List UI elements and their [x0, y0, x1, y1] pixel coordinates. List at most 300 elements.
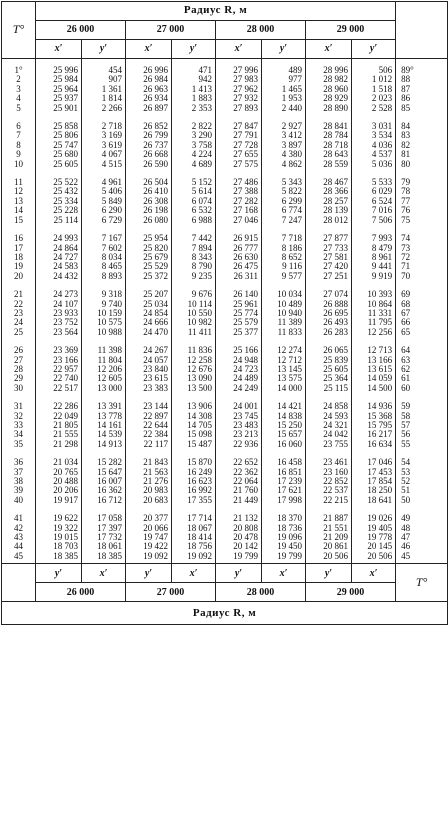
- x-value-cell: 28 718: [306, 141, 352, 150]
- x-value-cell: 27 581: [306, 253, 352, 262]
- x-value-cell: 25 680: [36, 150, 82, 159]
- complement-angle-cell: 45: [396, 552, 448, 564]
- y-value-cell: 3 169: [82, 131, 126, 140]
- y-value-cell: 15 657: [262, 430, 306, 439]
- y-value-cell: 8 893: [82, 272, 126, 283]
- y-value-cell: 13 906: [172, 395, 216, 411]
- x-value-cell: 20 206: [36, 486, 82, 495]
- x-value-cell: 21 132: [216, 507, 262, 523]
- angle-cell: 28: [2, 365, 36, 374]
- y-value-cell: 14 705: [172, 421, 216, 430]
- y-value-cell: 14 161: [82, 421, 126, 430]
- y-value-cell: 9 919: [352, 272, 396, 283]
- x-value-cell: 19 747: [126, 533, 172, 542]
- table-row: [2, 104, 448, 115]
- x-value-cell: 25 364: [306, 374, 352, 383]
- y-value-cell: 10 940: [262, 309, 306, 318]
- angle-cell: 31: [2, 395, 36, 411]
- x-value-cell: 28 257: [306, 197, 352, 206]
- y-value-cell: 471: [172, 59, 216, 76]
- y-value-cell: 2 718: [82, 115, 126, 131]
- y-value-cell: 6 074: [172, 197, 216, 206]
- y-value-cell: 19 799: [262, 552, 306, 564]
- y-value-cell: 20 506: [352, 552, 396, 564]
- y-value-cell: 9 116: [262, 262, 306, 271]
- y-value-cell: 5 406: [82, 187, 126, 196]
- x-value-cell: 26 475: [216, 262, 262, 271]
- y-value-cell: 18 414: [172, 533, 216, 542]
- y-value-cell: 18 067: [172, 524, 216, 533]
- angle-cell: 40: [2, 496, 36, 507]
- y-value-cell: 9 235: [172, 272, 216, 283]
- y-value-cell: 4 224: [172, 150, 216, 159]
- y-value-cell: 6 729: [82, 216, 126, 227]
- y-value-cell: 10 982: [172, 318, 216, 327]
- y-value-cell: 10 159: [82, 309, 126, 318]
- y-column-footer: y′: [36, 564, 82, 583]
- y-value-cell: 4 380: [262, 150, 306, 159]
- y-value-cell: 942: [172, 75, 216, 84]
- complement-angle-cell: 52: [396, 477, 448, 486]
- y-value-cell: 5 533: [352, 171, 396, 187]
- y-value-cell: 16 992: [172, 486, 216, 495]
- y-value-cell: 4 537: [352, 150, 396, 159]
- angle-cell: 16: [2, 227, 36, 243]
- y-value-cell: 3 897: [262, 141, 306, 150]
- y-value-cell: 6 299: [262, 197, 306, 206]
- y-value-cell: 10 114: [172, 300, 216, 309]
- y-value-cell: 12 274: [262, 339, 306, 355]
- x-value-cell: 23 160: [306, 468, 352, 477]
- y-value-cell: 8 652: [262, 253, 306, 262]
- x-value-cell: 21 276: [126, 477, 172, 486]
- x-value-cell: 25 961: [216, 300, 262, 309]
- x-value-cell: 23 840: [126, 365, 172, 374]
- table-row: [2, 328, 448, 339]
- y-value-cell: 14 838: [262, 412, 306, 421]
- x-value-cell: 20 066: [126, 524, 172, 533]
- table-row: [2, 171, 448, 187]
- x-value-cell: 24 273: [36, 283, 82, 299]
- x-value-cell: 20 488: [36, 477, 82, 486]
- angle-cell: 6: [2, 115, 36, 131]
- y-value-cell: 18 061: [82, 542, 126, 551]
- angle-cell: 44: [2, 542, 36, 551]
- x-value-cell: 24 042: [306, 430, 352, 439]
- x-value-cell: 23 745: [216, 412, 262, 421]
- angle-cell: 22: [2, 300, 36, 309]
- y-value-cell: 13 391: [82, 395, 126, 411]
- table-row: [2, 496, 448, 507]
- y-value-cell: 9 676: [172, 283, 216, 299]
- angle-cell: 10: [2, 160, 36, 171]
- x-value-cell: 24 057: [126, 356, 172, 365]
- radius-value-footer: 28 000: [216, 583, 306, 602]
- angle-cell: 7: [2, 131, 36, 140]
- x-value-cell: 28 890: [306, 104, 352, 115]
- complement-angle-cell: 69: [396, 283, 448, 299]
- x-value-cell: 23 213: [216, 430, 262, 439]
- angle-cell: 29: [2, 374, 36, 383]
- angle-cell: 27: [2, 356, 36, 365]
- angle-cell: 38: [2, 477, 36, 486]
- y-value-cell: 14 539: [82, 430, 126, 439]
- x-value-cell: 27 655: [216, 150, 262, 159]
- y-value-cell: 17 621: [262, 486, 306, 495]
- x-column-footer: x′: [352, 564, 396, 583]
- angle-cell: 4: [2, 94, 36, 103]
- angle-cell: 30: [2, 384, 36, 395]
- y-value-cell: 13 090: [172, 374, 216, 383]
- y-value-cell: 17 397: [82, 524, 126, 533]
- y-value-cell: 10 864: [352, 300, 396, 309]
- x-value-cell: 20 983: [126, 486, 172, 495]
- y-value-cell: 8 186: [262, 244, 306, 253]
- y-value-cell: 5 849: [82, 197, 126, 206]
- y-column-footer: y′: [216, 564, 262, 583]
- y-value-cell: 20 145: [352, 542, 396, 551]
- y-value-cell: 10 393: [352, 283, 396, 299]
- y-value-cell: 13 575: [262, 374, 306, 383]
- x-value-cell: 22 537: [306, 486, 352, 495]
- radius-value: 27 000: [126, 21, 216, 40]
- table-row: [2, 272, 448, 283]
- x-value-cell: 20 861: [306, 542, 352, 551]
- x-value-cell: 26 198: [126, 206, 172, 215]
- y-value-cell: 1 883: [172, 94, 216, 103]
- x-value-cell: 24 993: [36, 227, 82, 243]
- x-value-cell: 23 752: [36, 318, 82, 327]
- x-value-cell: 25 806: [36, 131, 82, 140]
- y-value-cell: 6 774: [262, 206, 306, 215]
- x-column-header: x′: [36, 40, 82, 59]
- y-value-cell: 16 249: [172, 468, 216, 477]
- x-value-cell: 28 012: [306, 216, 352, 227]
- y-value-cell: 5 152: [172, 171, 216, 187]
- y-value-cell: 2 822: [172, 115, 216, 131]
- x-value-cell: 20 683: [126, 496, 172, 507]
- x-value-cell: 24 249: [216, 384, 262, 395]
- x-value-cell: 27 962: [216, 85, 262, 94]
- y-value-cell: 18 385: [82, 552, 126, 564]
- x-value-cell: 27 388: [216, 187, 262, 196]
- y-value-cell: 6 290: [82, 206, 126, 215]
- y-value-cell: 14 059: [352, 374, 396, 383]
- y-value-cell: 17 714: [172, 507, 216, 523]
- table-row: [2, 440, 448, 451]
- x-value-cell: 27 877: [306, 227, 352, 243]
- radius-title: Радиус R, м: [36, 2, 396, 21]
- x-value-cell: 24 723: [216, 365, 262, 374]
- y-value-cell: 6 532: [172, 206, 216, 215]
- x-value-cell: 22 517: [36, 384, 82, 395]
- complement-angle-cell: 59: [396, 395, 448, 411]
- y-value-cell: 11 389: [262, 318, 306, 327]
- complement-angle-cell: 74: [396, 227, 448, 243]
- x-value-cell: 25 964: [36, 85, 82, 94]
- y-value-cell: 19 096: [262, 533, 306, 542]
- x-value-cell: 22 049: [36, 412, 82, 421]
- y-value-cell: 2 023: [352, 94, 396, 103]
- x-value-cell: 21 843: [126, 451, 172, 467]
- x-value-cell: 23 369: [36, 339, 82, 355]
- x-value-cell: 26 590: [126, 160, 172, 171]
- y-value-cell: 2 440: [262, 104, 306, 115]
- x-value-cell: 21 551: [306, 524, 352, 533]
- y-column-header: y′: [262, 40, 306, 59]
- y-value-cell: 4 036: [352, 141, 396, 150]
- x-value-cell: 25 996: [36, 59, 82, 76]
- y-value-cell: 15 795: [352, 421, 396, 430]
- complement-angle-cell: 75: [396, 216, 448, 227]
- x-value-cell: 28 643: [306, 150, 352, 159]
- table-footer: [2, 564, 448, 625]
- x-value-cell: 23 755: [306, 440, 352, 451]
- x-value-cell: 23 144: [126, 395, 172, 411]
- x-value-cell: 26 915: [216, 227, 262, 243]
- angle-cell: 20: [2, 272, 36, 283]
- x-value-cell: 26 311: [216, 272, 262, 283]
- x-value-cell: 23 564: [36, 328, 82, 339]
- x-value-cell: 25 529: [126, 262, 172, 271]
- x-value-cell: 24 489: [216, 374, 262, 383]
- y-value-cell: 6 029: [352, 187, 396, 196]
- x-column-footer: x′: [262, 564, 306, 583]
- angle-cell: 5: [2, 104, 36, 115]
- x-value-cell: 26 080: [126, 216, 172, 227]
- x-value-cell: 26 695: [306, 309, 352, 318]
- complement-angle-cell: 56: [396, 430, 448, 439]
- y-value-cell: 4 862: [262, 160, 306, 171]
- complement-angle-cell: 81: [396, 150, 448, 159]
- x-value-cell: 18 385: [36, 552, 82, 564]
- y-value-cell: 12 676: [172, 365, 216, 374]
- x-value-cell: 28 929: [306, 94, 352, 103]
- complement-angle-cell: 63: [396, 356, 448, 365]
- x-value-cell: 25 377: [216, 328, 262, 339]
- y-value-cell: 14 000: [262, 384, 306, 395]
- angle-cell: 36: [2, 451, 36, 467]
- row-group: [2, 59, 448, 116]
- x-value-cell: 25 984: [36, 75, 82, 84]
- y-value-cell: 1 465: [262, 85, 306, 94]
- x-value-cell: 24 858: [306, 395, 352, 411]
- x-value-cell: 22 286: [36, 395, 82, 411]
- x-value-cell: 27 983: [216, 75, 262, 84]
- y-value-cell: 7 506: [352, 216, 396, 227]
- x-value-cell: 22 957: [36, 365, 82, 374]
- angle-cell: 45: [2, 552, 36, 564]
- x-value-cell: 26 777: [216, 244, 262, 253]
- y-value-cell: 7 894: [172, 244, 216, 253]
- y-value-cell: 11 398: [82, 339, 126, 355]
- x-value-cell: 25 901: [36, 104, 82, 115]
- x-value-cell: 19 799: [216, 552, 262, 564]
- y-value-cell: 8 790: [172, 262, 216, 271]
- y-value-cell: 17 732: [82, 533, 126, 542]
- y-value-cell: 17 058: [82, 507, 126, 523]
- y-value-cell: 17 854: [352, 477, 396, 486]
- y-value-cell: 17 453: [352, 468, 396, 477]
- y-value-cell: 11 836: [172, 339, 216, 355]
- complement-angle-cell: 60: [396, 384, 448, 395]
- x-value-cell: 22 064: [216, 477, 262, 486]
- y-value-cell: 7 718: [262, 227, 306, 243]
- y-value-cell: 11 833: [262, 328, 306, 339]
- angle-cell: 2: [2, 75, 36, 84]
- x-value-cell: 25 334: [36, 197, 82, 206]
- y-value-cell: 14 308: [172, 412, 216, 421]
- complement-angle-cell: 78: [396, 187, 448, 196]
- x-value-cell: 24 107: [36, 300, 82, 309]
- y-value-cell: 14 913: [82, 440, 126, 451]
- angle-cell: 35: [2, 440, 36, 451]
- table-row: [2, 339, 448, 355]
- x-value-cell: 20 808: [216, 524, 262, 533]
- complement-angle-cell: 71: [396, 262, 448, 271]
- x-value-cell: 25 605: [306, 365, 352, 374]
- x-value-cell: 19 322: [36, 524, 82, 533]
- x-value-cell: 24 727: [36, 253, 82, 262]
- angle-cell: 19: [2, 262, 36, 271]
- y-value-cell: 8 343: [172, 253, 216, 262]
- y-value-cell: 13 500: [172, 384, 216, 395]
- y-value-cell: 18 250: [352, 486, 396, 495]
- x-column-header: x′: [216, 40, 262, 59]
- x-value-cell: 23 615: [126, 374, 172, 383]
- y-value-cell: 15 250: [262, 421, 306, 430]
- y-value-cell: 1 953: [262, 94, 306, 103]
- x-value-cell: 25 679: [126, 253, 172, 262]
- y-value-cell: 16 623: [172, 477, 216, 486]
- y-value-cell: 7 602: [82, 244, 126, 253]
- x-value-cell: 26 065: [306, 339, 352, 355]
- y-value-cell: 13 145: [262, 365, 306, 374]
- y-value-cell: 2 927: [262, 115, 306, 131]
- x-value-cell: 22 117: [126, 440, 172, 451]
- complement-angle-cell: 85: [396, 104, 448, 115]
- complement-angle-cell: 57: [396, 421, 448, 430]
- x-value-cell: 27 893: [216, 104, 262, 115]
- x-value-cell: 26 410: [126, 187, 172, 196]
- y-value-cell: 16 362: [82, 486, 126, 495]
- x-value-cell: 25 166: [216, 339, 262, 355]
- x-value-cell: 27 282: [216, 197, 262, 206]
- angle-cell: 23: [2, 309, 36, 318]
- y-column-footer: y′: [126, 564, 172, 583]
- y-value-cell: 3 290: [172, 131, 216, 140]
- y-value-cell: 15 098: [172, 430, 216, 439]
- y-value-cell: 11 795: [352, 318, 396, 327]
- x-value-cell: 21 805: [36, 421, 82, 430]
- y-value-cell: 10 034: [262, 283, 306, 299]
- x-value-cell: 25 228: [36, 206, 82, 215]
- y-value-cell: 18 370: [262, 507, 306, 523]
- y-value-cell: 10 489: [262, 300, 306, 309]
- complement-angle-cell: 80: [396, 160, 448, 171]
- x-value-cell: 28 467: [306, 171, 352, 187]
- x-value-cell: 21 298: [36, 440, 82, 451]
- y-value-cell: 12 256: [352, 328, 396, 339]
- y-value-cell: 15 487: [172, 440, 216, 451]
- x-value-cell: 27 728: [216, 141, 262, 150]
- x-value-cell: 26 963: [126, 85, 172, 94]
- y-value-cell: 506: [352, 59, 396, 76]
- x-value-cell: 21 034: [36, 451, 82, 467]
- complement-angle-cell: 73: [396, 244, 448, 253]
- y-value-cell: 6 988: [172, 216, 216, 227]
- row-group: [2, 339, 448, 395]
- x-value-cell: 24 666: [126, 318, 172, 327]
- x-value-cell: 26 737: [126, 141, 172, 150]
- x-value-cell: 24 432: [36, 272, 82, 283]
- x-value-cell: 20 478: [216, 533, 262, 542]
- y-value-cell: 15 368: [352, 412, 396, 421]
- angle-cell: 8: [2, 141, 36, 150]
- y-value-cell: 2 353: [172, 104, 216, 115]
- table-row: [2, 384, 448, 395]
- x-value-cell: 24 864: [36, 244, 82, 253]
- x-column-header: x′: [306, 40, 352, 59]
- angle-cell: 37: [2, 468, 36, 477]
- complement-angle-cell: 50: [396, 496, 448, 507]
- y-value-cell: 4 961: [82, 171, 126, 187]
- row-group: [2, 115, 448, 171]
- x-value-cell: 25 839: [306, 356, 352, 365]
- x-value-cell: 24 267: [126, 339, 172, 355]
- footer-left-blank: [2, 564, 36, 602]
- y-value-cell: 19 405: [352, 524, 396, 533]
- complement-angle-cell: 53: [396, 468, 448, 477]
- y-value-cell: 13 615: [352, 365, 396, 374]
- coordinates-table: [1, 1, 448, 625]
- x-value-cell: 25 605: [36, 160, 82, 171]
- complement-angle-cell: 46: [396, 542, 448, 551]
- y-value-cell: 17 998: [262, 496, 306, 507]
- angle-cell: 17: [2, 244, 36, 253]
- complement-angle-cell: 87: [396, 85, 448, 94]
- x-value-cell: 27 791: [216, 131, 262, 140]
- angle-cell: 3: [2, 85, 36, 94]
- x-value-cell: 19 622: [36, 507, 82, 523]
- angle-cell: 24: [2, 318, 36, 327]
- angle-column-header: T°: [2, 2, 36, 59]
- angle-cell: 12: [2, 187, 36, 196]
- table-header: [2, 2, 448, 59]
- x-value-cell: 22 215: [306, 496, 352, 507]
- y-value-cell: 16 851: [262, 468, 306, 477]
- x-value-cell: 28 784: [306, 131, 352, 140]
- angle-cell: 21: [2, 283, 36, 299]
- table-row: [2, 283, 448, 299]
- x-value-cell: 25 034: [126, 300, 172, 309]
- table-row: [2, 227, 448, 243]
- x-value-cell: 26 984: [126, 75, 172, 84]
- complement-angle-cell: 55: [396, 440, 448, 451]
- y-value-cell: 11 804: [82, 356, 126, 365]
- angle-cell: 13: [2, 197, 36, 206]
- x-value-cell: 27 575: [216, 160, 262, 171]
- y-value-cell: 18 736: [262, 524, 306, 533]
- y-value-cell: 454: [82, 59, 126, 76]
- row-group: [2, 227, 448, 283]
- x-value-cell: 27 847: [216, 115, 262, 131]
- y-value-cell: 10 575: [82, 318, 126, 327]
- complement-angle-cell: 82: [396, 141, 448, 150]
- y-value-cell: 15 282: [82, 451, 126, 467]
- angle-column-footer: T°: [396, 564, 448, 602]
- angle-cell: 26: [2, 339, 36, 355]
